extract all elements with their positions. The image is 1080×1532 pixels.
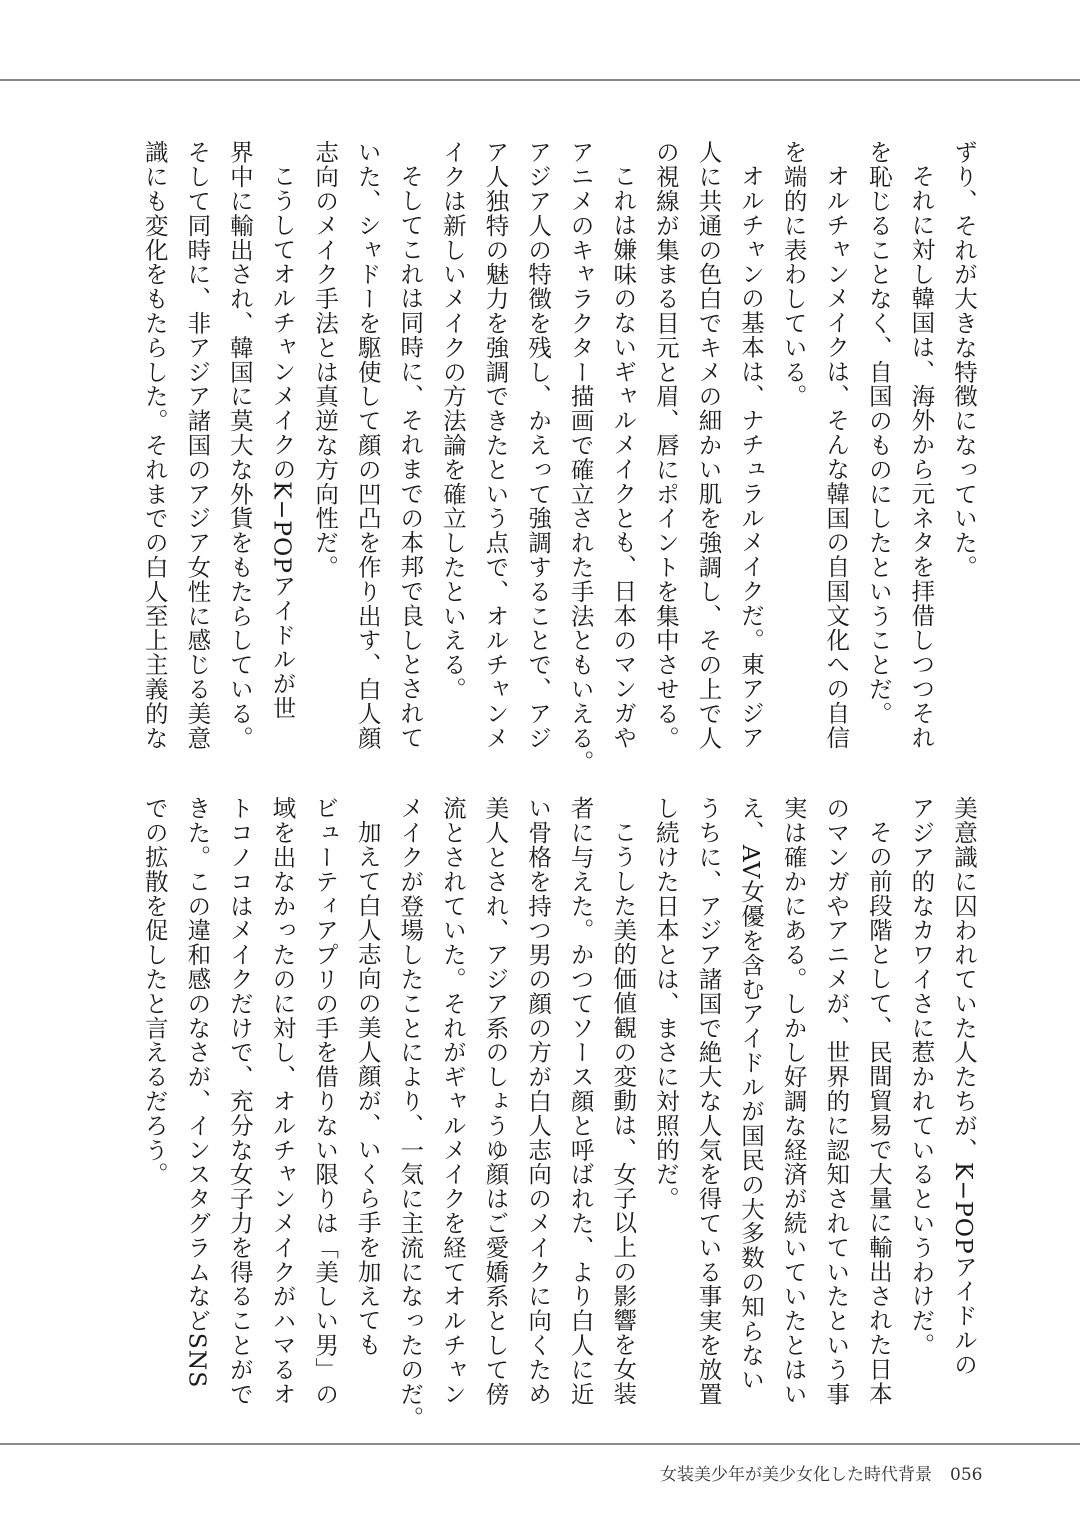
text-column: その前段階として、民間貿易で大量に輸出された日本	[864, 820, 893, 1406]
text-column: ビューティアプリの手を借りない限りは「美しい男」の	[311, 796, 340, 1406]
text-column: 域を出なかったのに対し、オルチャンメイクがハマるオ	[268, 796, 297, 1406]
bottom-rule	[0, 1443, 1080, 1445]
text-column: きた。この違和感のなさが、インスタグラムなどSNS	[183, 796, 212, 1389]
text-column: そして同時に、非アジア諸国のアジア女性に感じる美意	[183, 140, 212, 750]
text-column: 識にも変化をもたらした。それまでの白人至上主義的な	[140, 140, 169, 750]
text-column: での拡散を促したと言えるだろう。	[140, 796, 169, 1187]
text-column: アニメのキャラクター描画で確立された手法ともいえる。	[566, 140, 595, 775]
text-column: これは嫌味のないギャルメイクとも、日本のマンガや	[609, 164, 638, 750]
body-text-lower	[133, 796, 985, 1431]
text-column: 加えて白人志向の美人顔が、いくら手を加えても	[353, 820, 382, 1357]
text-column: のマンガやアニメが、世界的に認知されていたという事	[822, 796, 851, 1406]
text-column: トコノコはメイクだけで、充分な女子力を得ることがで	[225, 796, 254, 1406]
text-column: オルチャンの基本は、ナチュラルメイクだ。東アジア	[737, 164, 766, 750]
text-column: ずり、それが大きな特徴になっていた。	[950, 140, 978, 580]
text-column: メイクが登場したことにより、一気に主流になったのだ。	[396, 796, 425, 1431]
text-column: うちに、アジア諸国で絶大な人気を得ている事実を放置	[694, 796, 723, 1406]
page-number: 056	[950, 1465, 983, 1485]
text-column: 志向のメイク手法とは真逆な方向性だ。	[311, 140, 340, 580]
text-column: 美人とされ、アジア系のしょうゆ顔はご愛嬌系として傍	[481, 796, 510, 1406]
text-column: 実は確かにある。しかし好調な経済が続いていたとはい	[779, 796, 808, 1406]
text-column: し続けた日本とは、まさに対照的だ。	[651, 796, 680, 1211]
text-column: アジア人の特徴を残し、かえって強調することで、アジ	[524, 140, 553, 750]
text-column: そしてこれは同時に、それまでの本邦で良しとされて	[396, 164, 425, 750]
text-column: 者に与えた。かつてソース顔と呼ばれた、より白人に近	[566, 796, 595, 1406]
text-column: い骨格を持つ男の顔の方が白人志向のメイクに向くため	[524, 796, 553, 1406]
text-column: こうしてオルチャンメイクのK−POPアイドルが世	[268, 164, 297, 721]
text-column: を恥じることなく、自国のものにしたということだ。	[864, 140, 893, 726]
text-column: ア人独特の魅力を強調できたという点で、オルチャンメ	[481, 140, 510, 750]
text-column: アジア的なカワイさに惹かれているというわけだ。	[907, 796, 936, 1358]
text-column: オルチャンメイクは、そんな韓国の自国文化への自信	[822, 164, 851, 750]
text-column: を端的に表わしている。	[779, 140, 808, 409]
text-column: 流とされていた。それがギャルメイクを経てオルチャン	[438, 796, 467, 1406]
text-column: え、AV女優を含むアイドルが国民の大多数の知らない	[737, 796, 766, 1392]
running-title: 女装美少年が美少女化した時代背景	[660, 1465, 932, 1485]
body-text-upper	[133, 140, 985, 775]
text-column: 界中に輸出され、韓国に莫大な外貨をもたらしている。	[225, 140, 254, 750]
text-column: こうした美的価値観の変動は、女子以上の影響を女装	[609, 820, 638, 1406]
text-column: 美意識に囚われていた人たちが、K−POPアイドルの	[950, 796, 978, 1377]
text-column: それに対し韓国は、海外から元ネタを拝借しつつそれ	[907, 164, 936, 750]
text-column: の視線が集まる目元と眉、唇にポイントを集中させる。	[651, 140, 680, 750]
top-rule	[0, 79, 1080, 81]
text-column: 人に共通の色白でキメの細かい肌を強調し、その上で人	[694, 140, 723, 750]
text-column: イクは新しいメイクの方法論を確立したといえる。	[438, 140, 467, 702]
text-column: いた、シャドーを駆使して顔の凹凸を作り出す、白人顔	[353, 140, 382, 750]
page-footer	[660, 1460, 982, 1485]
